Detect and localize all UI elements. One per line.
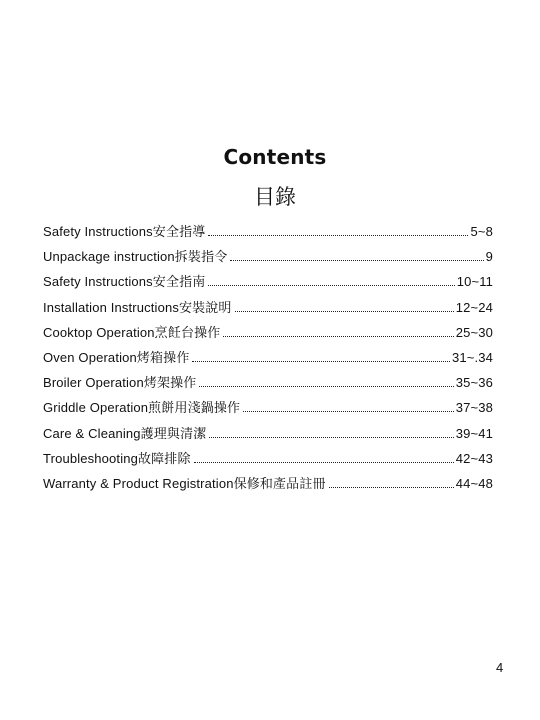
toc-entry-pages: 44~48 bbox=[455, 475, 493, 491]
toc-entry-title: Oven Operation烤箱操作 bbox=[43, 349, 190, 365]
toc-entry-title: Installation Instructions安裝說明 bbox=[43, 299, 232, 315]
toc-dot-leader bbox=[192, 361, 449, 362]
toc-entry-pages: 12~24 bbox=[455, 299, 493, 315]
toc-entry-pages: 42~43 bbox=[455, 450, 493, 466]
toc-entry bbox=[43, 219, 493, 244]
toc-entry-title: Warranty & Product Registration保修和產品註冊 bbox=[43, 475, 326, 491]
toc-entry-pages: 9 bbox=[485, 249, 493, 265]
toc-dot-leader bbox=[194, 462, 454, 463]
toc-entry-pages: 10~11 bbox=[456, 274, 493, 290]
toc-entry-title: Unpackage instruction拆裝指令 bbox=[43, 249, 228, 265]
toc-entry bbox=[43, 446, 493, 471]
toc-dot-leader bbox=[209, 437, 453, 438]
toc-dot-leader bbox=[208, 285, 454, 286]
table-of-contents bbox=[43, 219, 493, 496]
toc-entry-pages: 37~38 bbox=[455, 400, 493, 416]
page-title: Contents bbox=[223, 145, 327, 169]
page-number: 4 bbox=[496, 660, 504, 675]
toc-entry-title: Cooktop Operation烹飪台操作 bbox=[43, 324, 221, 340]
toc-entry-title: Broiler Operation烤架操作 bbox=[43, 375, 197, 391]
toc-dot-leader bbox=[329, 487, 454, 488]
toc-entry-title: Griddle Operation煎餅用淺鍋操作 bbox=[43, 400, 241, 416]
toc-entry-title: Safety Instructions安全指導 bbox=[43, 224, 206, 239]
toc-entry-title: Troubleshooting故障排除 bbox=[43, 450, 191, 466]
toc-dot-leader bbox=[208, 235, 468, 236]
toc-entry-title: Care & Cleaning護理與清潔 bbox=[43, 425, 207, 441]
toc-entry-pages: 35~36 bbox=[455, 375, 493, 391]
toc-entry bbox=[43, 370, 493, 395]
toc-entry-title: Safety Instructions安全指南 bbox=[43, 274, 206, 290]
toc-dot-leader bbox=[243, 411, 454, 412]
toc-entry bbox=[43, 244, 493, 269]
toc-entry-pages: 5~8 bbox=[470, 224, 493, 239]
toc-entry bbox=[43, 320, 493, 345]
toc-entry-pages: 39~41 bbox=[455, 425, 493, 441]
toc-dot-leader bbox=[199, 386, 453, 387]
toc-dot-leader bbox=[230, 260, 483, 261]
toc-entry bbox=[43, 471, 493, 496]
toc-entry bbox=[43, 421, 493, 446]
toc-entry bbox=[43, 269, 493, 294]
toc-entry-pages: 25~30 bbox=[455, 324, 493, 340]
toc-dot-leader bbox=[223, 336, 453, 337]
toc-dot-leader bbox=[235, 311, 454, 312]
toc-entry bbox=[43, 345, 493, 370]
toc-entry bbox=[43, 295, 493, 320]
toc-entry bbox=[43, 395, 493, 420]
toc-entry-pages: 31~.34 bbox=[451, 349, 493, 365]
page-subtitle: 目錄 bbox=[254, 185, 296, 209]
